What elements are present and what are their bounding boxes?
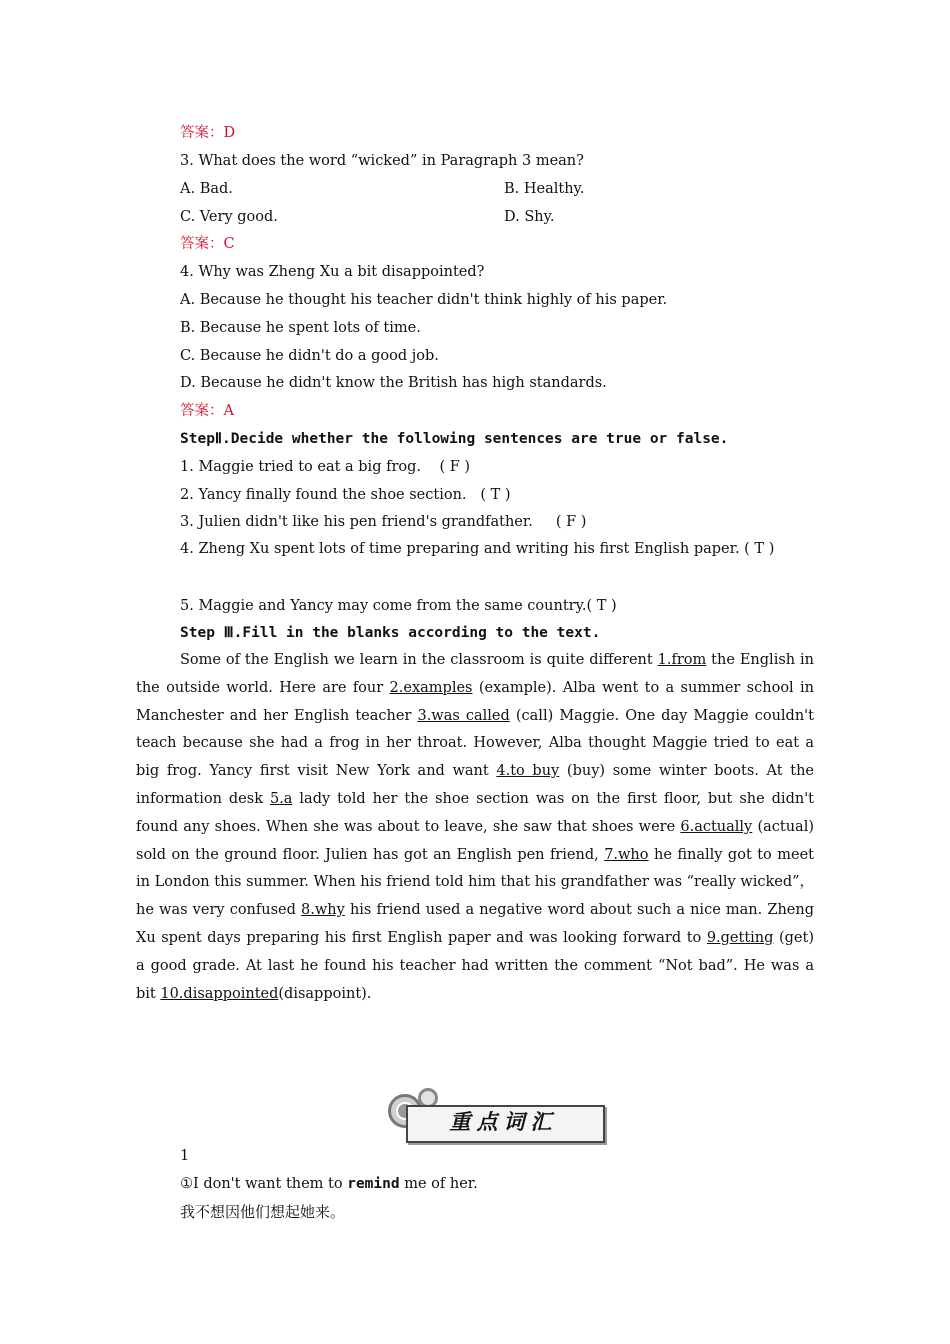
- vocab-translation: 我不想因他们想起她来。: [180, 1203, 346, 1221]
- blank-5: 5.a: [269, 790, 293, 807]
- passage-text: (actual) sold on the ground floor. Julien has got an English pen friend,: [136, 818, 814, 863]
- banner-title: 重点词汇: [449, 1110, 558, 1134]
- tf-item-2: 2. Yancy finally found the shoe section. ( T ): [180, 487, 511, 503]
- passage-text: (example). Alba went to a summer school in Manchester and her English teacher: [136, 679, 815, 724]
- step2-heading: StepⅡ.Decide whether the following sentences are true or false.: [180, 431, 729, 447]
- passage-text: lady told her the shoe section was on the first floor, but she didn't found any shoes. When she was about to leave, she saw that shoes were: [136, 790, 815, 835]
- answer-q2: 答案：D: [180, 125, 236, 141]
- passage-text: (get) a good grade. At last he found his teacher had written the comment “Not bad”. He was a bit: [136, 929, 814, 1002]
- blank-10: 10.disappointed: [160, 985, 279, 1002]
- option-3b: B. Healthy.: [504, 181, 585, 197]
- example-text: ①I don't want them to: [180, 1176, 348, 1192]
- blank-2: 2.examples: [389, 679, 473, 696]
- option-4a: A. Because he thought his teacher didn't think highly of his paper.: [180, 292, 668, 308]
- passage-text: the English in the outside world. Here are four: [136, 652, 815, 696]
- vocab-number: 1: [180, 1148, 190, 1164]
- option-3a: A. Bad.: [180, 181, 233, 197]
- blank-3: 3.was called: [417, 707, 510, 724]
- answer-q4: 答案：A: [180, 403, 234, 419]
- blank-8: 8.why: [301, 902, 345, 919]
- option-3c: C. Very good.: [180, 209, 278, 225]
- tf-item-4: 4. Zheng Xu spent lots of time preparing and writing his first English paper. ( T ): [180, 541, 775, 557]
- passage-text: (call) Maggie. One day Maggie couldn't teach because she had a frog in her throat. However, Alba thought Maggie tried to eat a big frog. Yancy first visit New York and want: [136, 707, 814, 780]
- option-4c: C. Because he didn't do a good job.: [180, 348, 439, 364]
- option-3d: D. Shy.: [504, 209, 555, 225]
- fill-in-passage: [136, 647, 814, 1008]
- passage-text: his friend used a negative word about such a nice man. Zheng Xu spent days preparing his first English paper and was looking forward to: [136, 902, 814, 946]
- tf-item-1: 1. Maggie tried to eat a big frog. ( F ): [180, 459, 471, 475]
- passage-text: (disappoint).: [278, 985, 372, 1002]
- option-4d: D. Because he didn't know the British has high standards.: [180, 375, 607, 391]
- question-4: 4. Why was Zheng Xu a bit disappointed?: [180, 264, 485, 280]
- option-4b: B. Because he spent lots of time.: [180, 320, 421, 336]
- blank-7: 7.who: [604, 846, 649, 863]
- answer-q3: 答案：C: [180, 236, 235, 252]
- blank-4: 4.to buy: [496, 763, 560, 780]
- passage-text: Some of the English we learn in the classroom is quite different: [180, 652, 658, 668]
- passage-text: (buy) some winter boots. At the information desk: [136, 763, 814, 807]
- vocab-example: [180, 1174, 478, 1194]
- blank-6: 6.actually: [680, 818, 753, 835]
- question-3: 3. What does the word “wicked” in Paragraph 3 mean?: [180, 153, 584, 169]
- example-text: me of her.: [399, 1176, 478, 1192]
- blank-9: 9.getting: [706, 929, 774, 946]
- tf-item-3: 3. Julien didn't like his pen friend's grandfather. ( F ): [180, 514, 587, 530]
- passage-text: he finally got to meet in London this summer. When his friend told him that his grandfather was “really wicked”， he was very confused: [136, 846, 815, 919]
- tf-item-5: 5. Maggie and Yancy may come from the same country.( T ): [180, 598, 617, 614]
- keyword: remind: [347, 1176, 400, 1192]
- blank-1: 1.from: [657, 652, 707, 668]
- section-banner: [388, 1088, 606, 1142]
- step3-heading: Step Ⅲ.Fill in the blanks according to the text.: [180, 625, 601, 641]
